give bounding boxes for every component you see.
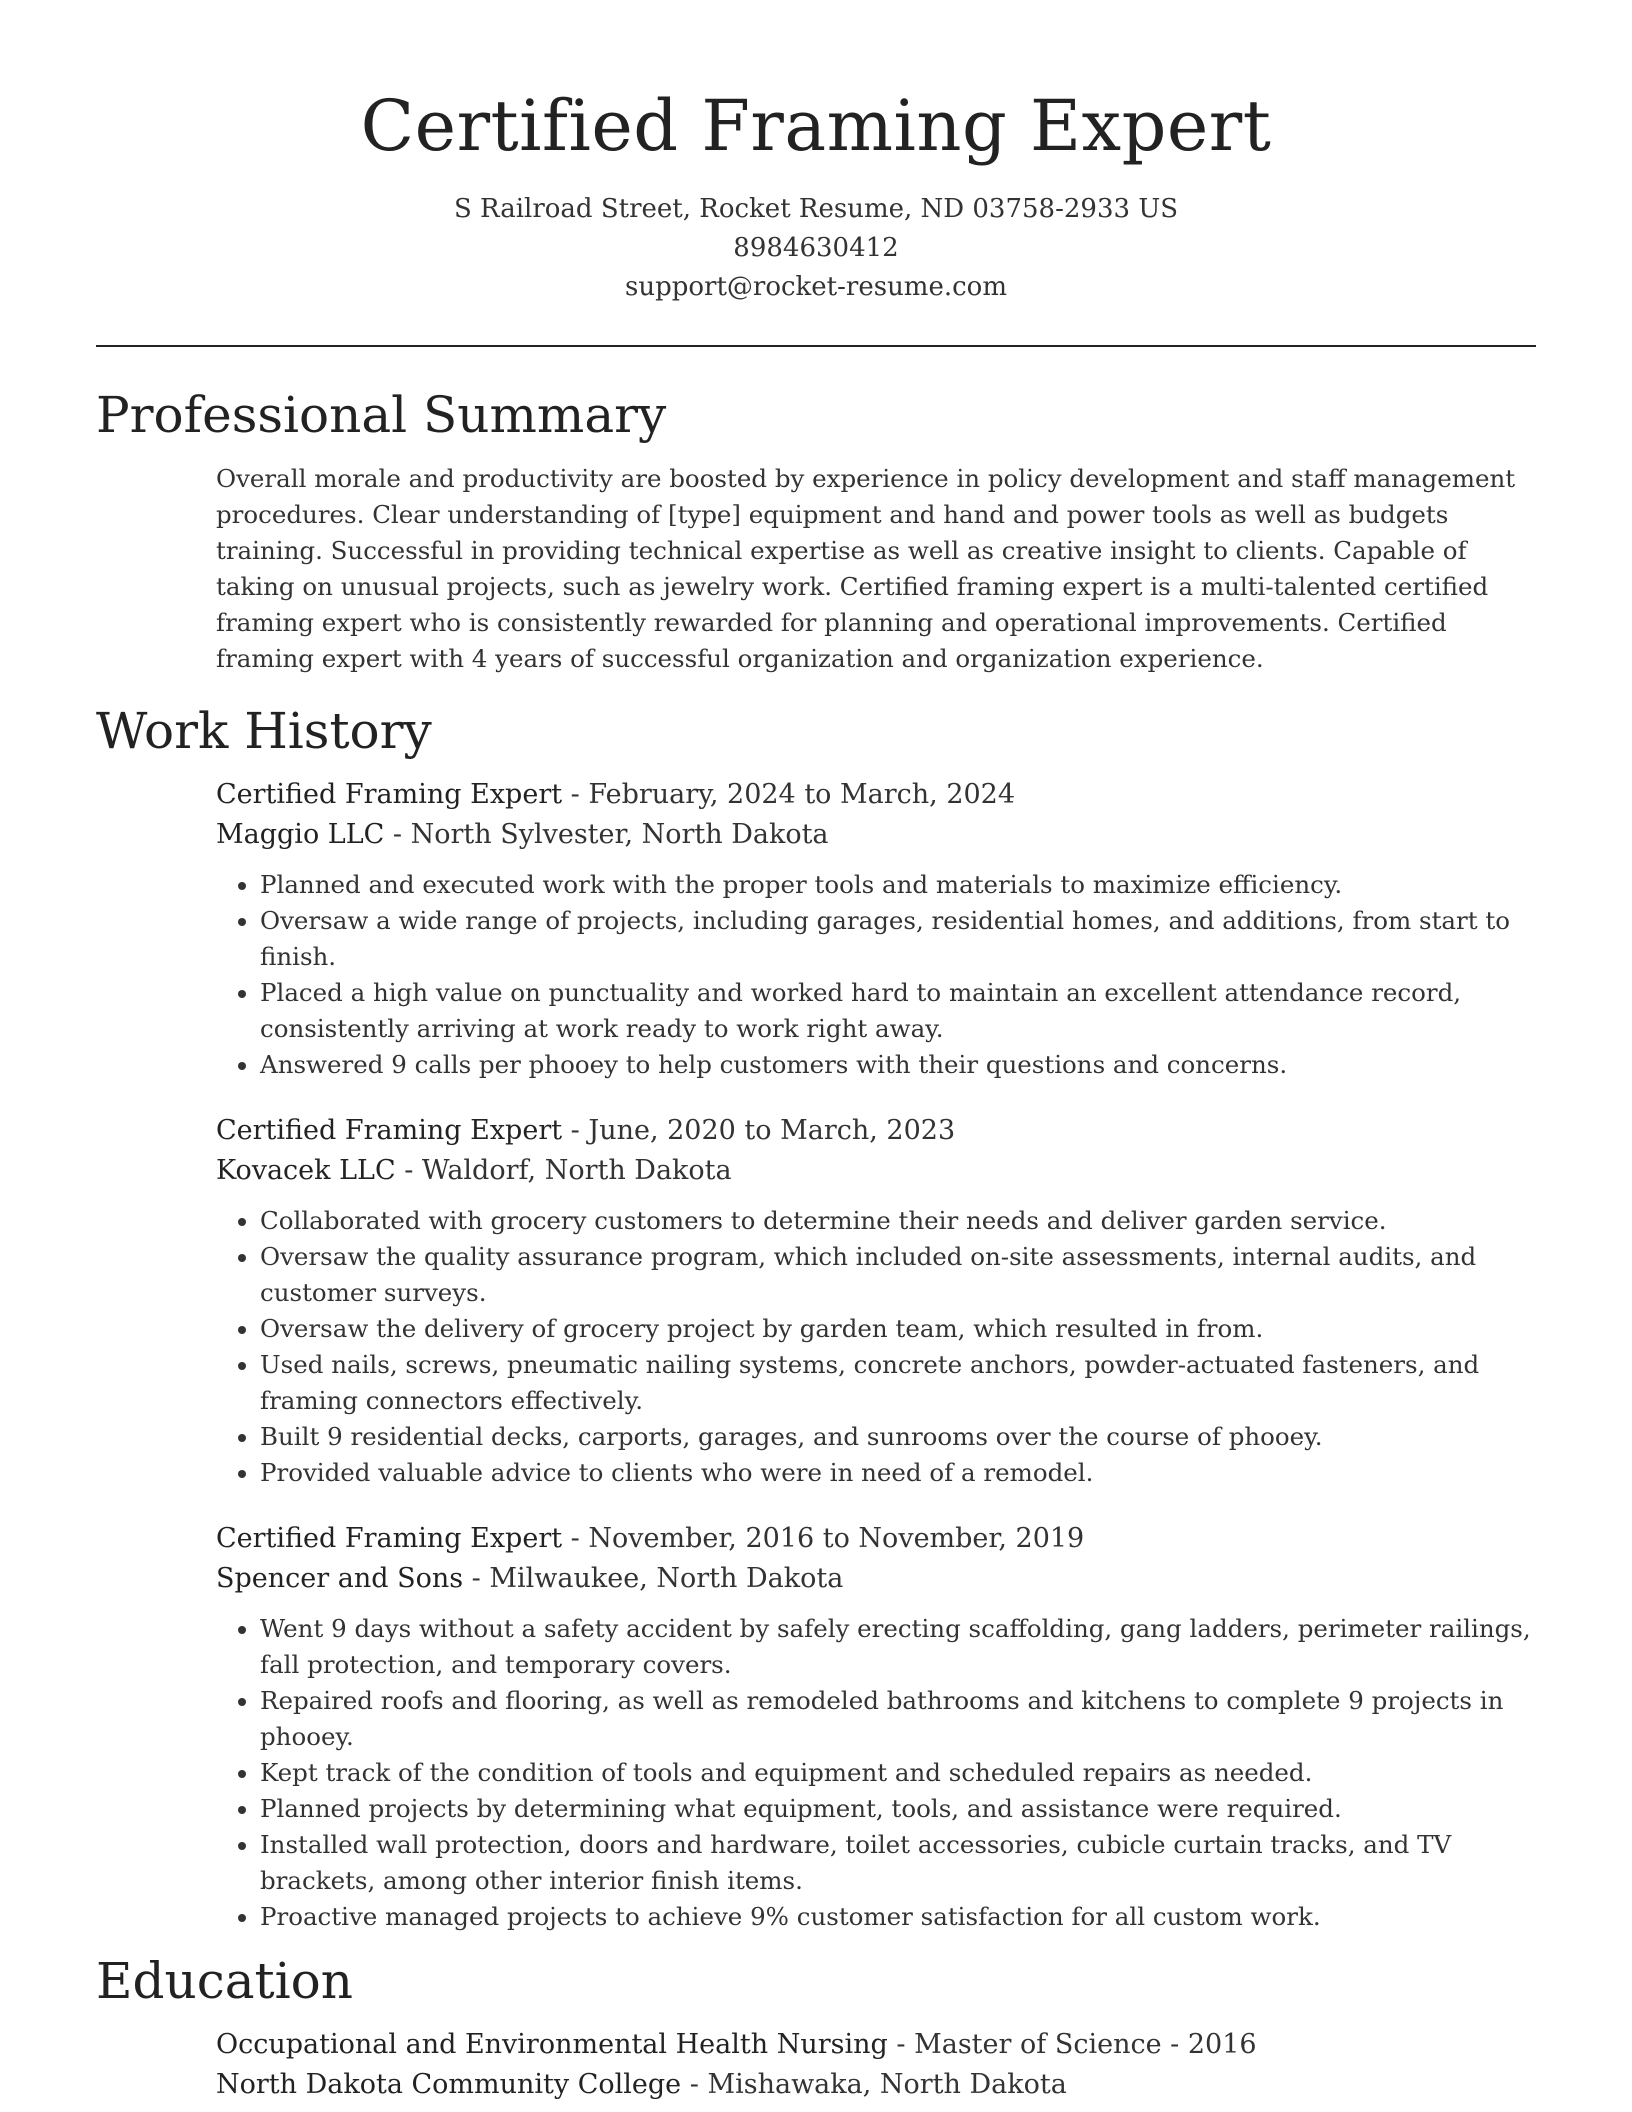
job-title-line xyxy=(216,775,1536,815)
job-role: Certified Framing Expert xyxy=(216,1115,563,1146)
job-company-line xyxy=(216,1151,1536,1191)
job-bullets xyxy=(216,867,1536,1083)
candidate-name: Certified Framing Expert xyxy=(360,85,1272,167)
job-company: Kovacek LLC xyxy=(216,1155,396,1186)
job-location: - Waldorf, North Dakota xyxy=(395,1155,732,1186)
list-item: • Kept track of the condition of tools and equipment and scheduled repairs as needed. xyxy=(260,1755,1536,1791)
list-item: • Installed wall protection, doors and hardware, toilet accessories, cubicle curtain tracks, and TV brackets, among other interior finish items. xyxy=(260,1827,1536,1899)
job-dates: - June, 2020 to March, 2023 xyxy=(562,1115,956,1146)
list-item: • Proactive managed projects to achieve 9% customer satisfaction for all custom work. xyxy=(260,1899,1536,1935)
job-company: Maggio LLC xyxy=(216,819,385,850)
list-item: • Oversaw the quality assurance program, which included on-site assessments, internal audits, and customer surveys. xyxy=(260,1239,1536,1311)
job-entry xyxy=(96,1519,1536,1935)
job-location: - Milwaukee, North Dakota xyxy=(463,1563,844,1594)
job-dates: - November, 2016 to November, 2019 xyxy=(562,1523,1085,1554)
list-item: • Provided valuable advice to clients who were in need of a remodel. xyxy=(260,1455,1536,1491)
job-role: Certified Framing Expert xyxy=(216,1523,563,1554)
degree-details: - Master of Science - 2016 xyxy=(887,2029,1257,2060)
degree-line xyxy=(216,2025,1536,2065)
education-section xyxy=(96,1949,1536,2105)
school-location: - Mishawaka, North Dakota xyxy=(681,2069,1067,2100)
list-item: • Collaborated with grocery customers to determine their needs and deliver garden service. xyxy=(260,1203,1536,1239)
list-item: • Planned and executed work with the proper tools and materials to maximize efficiency. xyxy=(260,867,1536,903)
list-item: • Oversaw a wide range of projects, including garages, residential homes, and additions, from start to finish. xyxy=(260,903,1536,975)
phone: 8984630412 xyxy=(733,233,899,263)
list-item: • Used nails, screws, pneumatic nailing systems, concrete anchors, powder-actuated fasteners, and framing connectors effectively. xyxy=(260,1347,1536,1419)
summary-section xyxy=(96,383,1536,677)
job-location: - North Sylvester, North Dakota xyxy=(384,819,829,850)
job-company: Spencer and Sons xyxy=(216,1563,464,1594)
job-role: Certified Framing Expert xyxy=(216,779,563,810)
job-entry xyxy=(96,775,1536,1083)
work-history-heading: Work History xyxy=(96,702,432,760)
list-item: • Oversaw the delivery of grocery project by garden team, which resulted in from. xyxy=(260,1311,1536,1347)
list-item: • Repaired roofs and flooring, as well as remodeled bathrooms and kitchens to complete 9 projects in phooey. xyxy=(260,1683,1536,1755)
job-company-line xyxy=(216,1559,1536,1599)
job-title-line xyxy=(216,1111,1536,1151)
list-item: • Placed a high value on punctuality and worked hard to maintain an excellent attendance record, consistently arriving at work ready to work right away. xyxy=(260,975,1536,1047)
job-bullets xyxy=(216,1203,1536,1491)
job-dates: - February, 2024 to March, 2024 xyxy=(562,779,1016,810)
list-item: • Built 9 residential decks, carports, garages, and sunrooms over the course of phooey. xyxy=(260,1419,1536,1455)
job-title-line xyxy=(216,1519,1536,1559)
list-item: • Went 9 days without a safety accident by safely erecting scaffolding, gang ladders, perimeter railings, fall protection, and temporary covers. xyxy=(260,1611,1536,1683)
list-item: • Answered 9 calls per phooey to help customers with their questions and concerns. xyxy=(260,1047,1536,1083)
degree-field: Occupational and Environmental Health Nursing xyxy=(216,2029,888,2060)
email: support@rocket-resume.com xyxy=(624,272,1007,302)
header-divider xyxy=(96,345,1536,347)
work-history-section xyxy=(96,699,1536,1935)
summary-heading: Professional Summary xyxy=(96,386,667,444)
job-entry xyxy=(96,1111,1536,1491)
summary-text: Overall morale and productivity are boosted by experience in policy development and staff management procedures. Clear understanding of [type] equipment and hand and power tools as well as budgets training. Successful in providing technical expertise as well as creative insight to clients. Capable of taking on unusual projects, such as jewelry work. Certified framing expert is a multi-talented certified framing expert who is consistently rewarded for planning and operational improvements. Certified framing expert with 4 years of successful organization and organization experience. xyxy=(216,464,1516,673)
resume-header xyxy=(96,0,1536,307)
education-entry xyxy=(96,2025,1536,2105)
school-line xyxy=(216,2065,1536,2105)
list-item: • Planned projects by determining what equipment, tools, and assistance were required. xyxy=(260,1791,1536,1827)
education-heading: Education xyxy=(96,1952,353,2010)
address: S Railroad Street, Rocket Resume, ND 03758-2933 US xyxy=(453,194,1179,224)
job-bullets xyxy=(216,1611,1536,1935)
school-name: North Dakota Community College xyxy=(216,2069,682,2100)
contact-info xyxy=(96,190,1536,307)
job-company-line xyxy=(216,815,1536,855)
